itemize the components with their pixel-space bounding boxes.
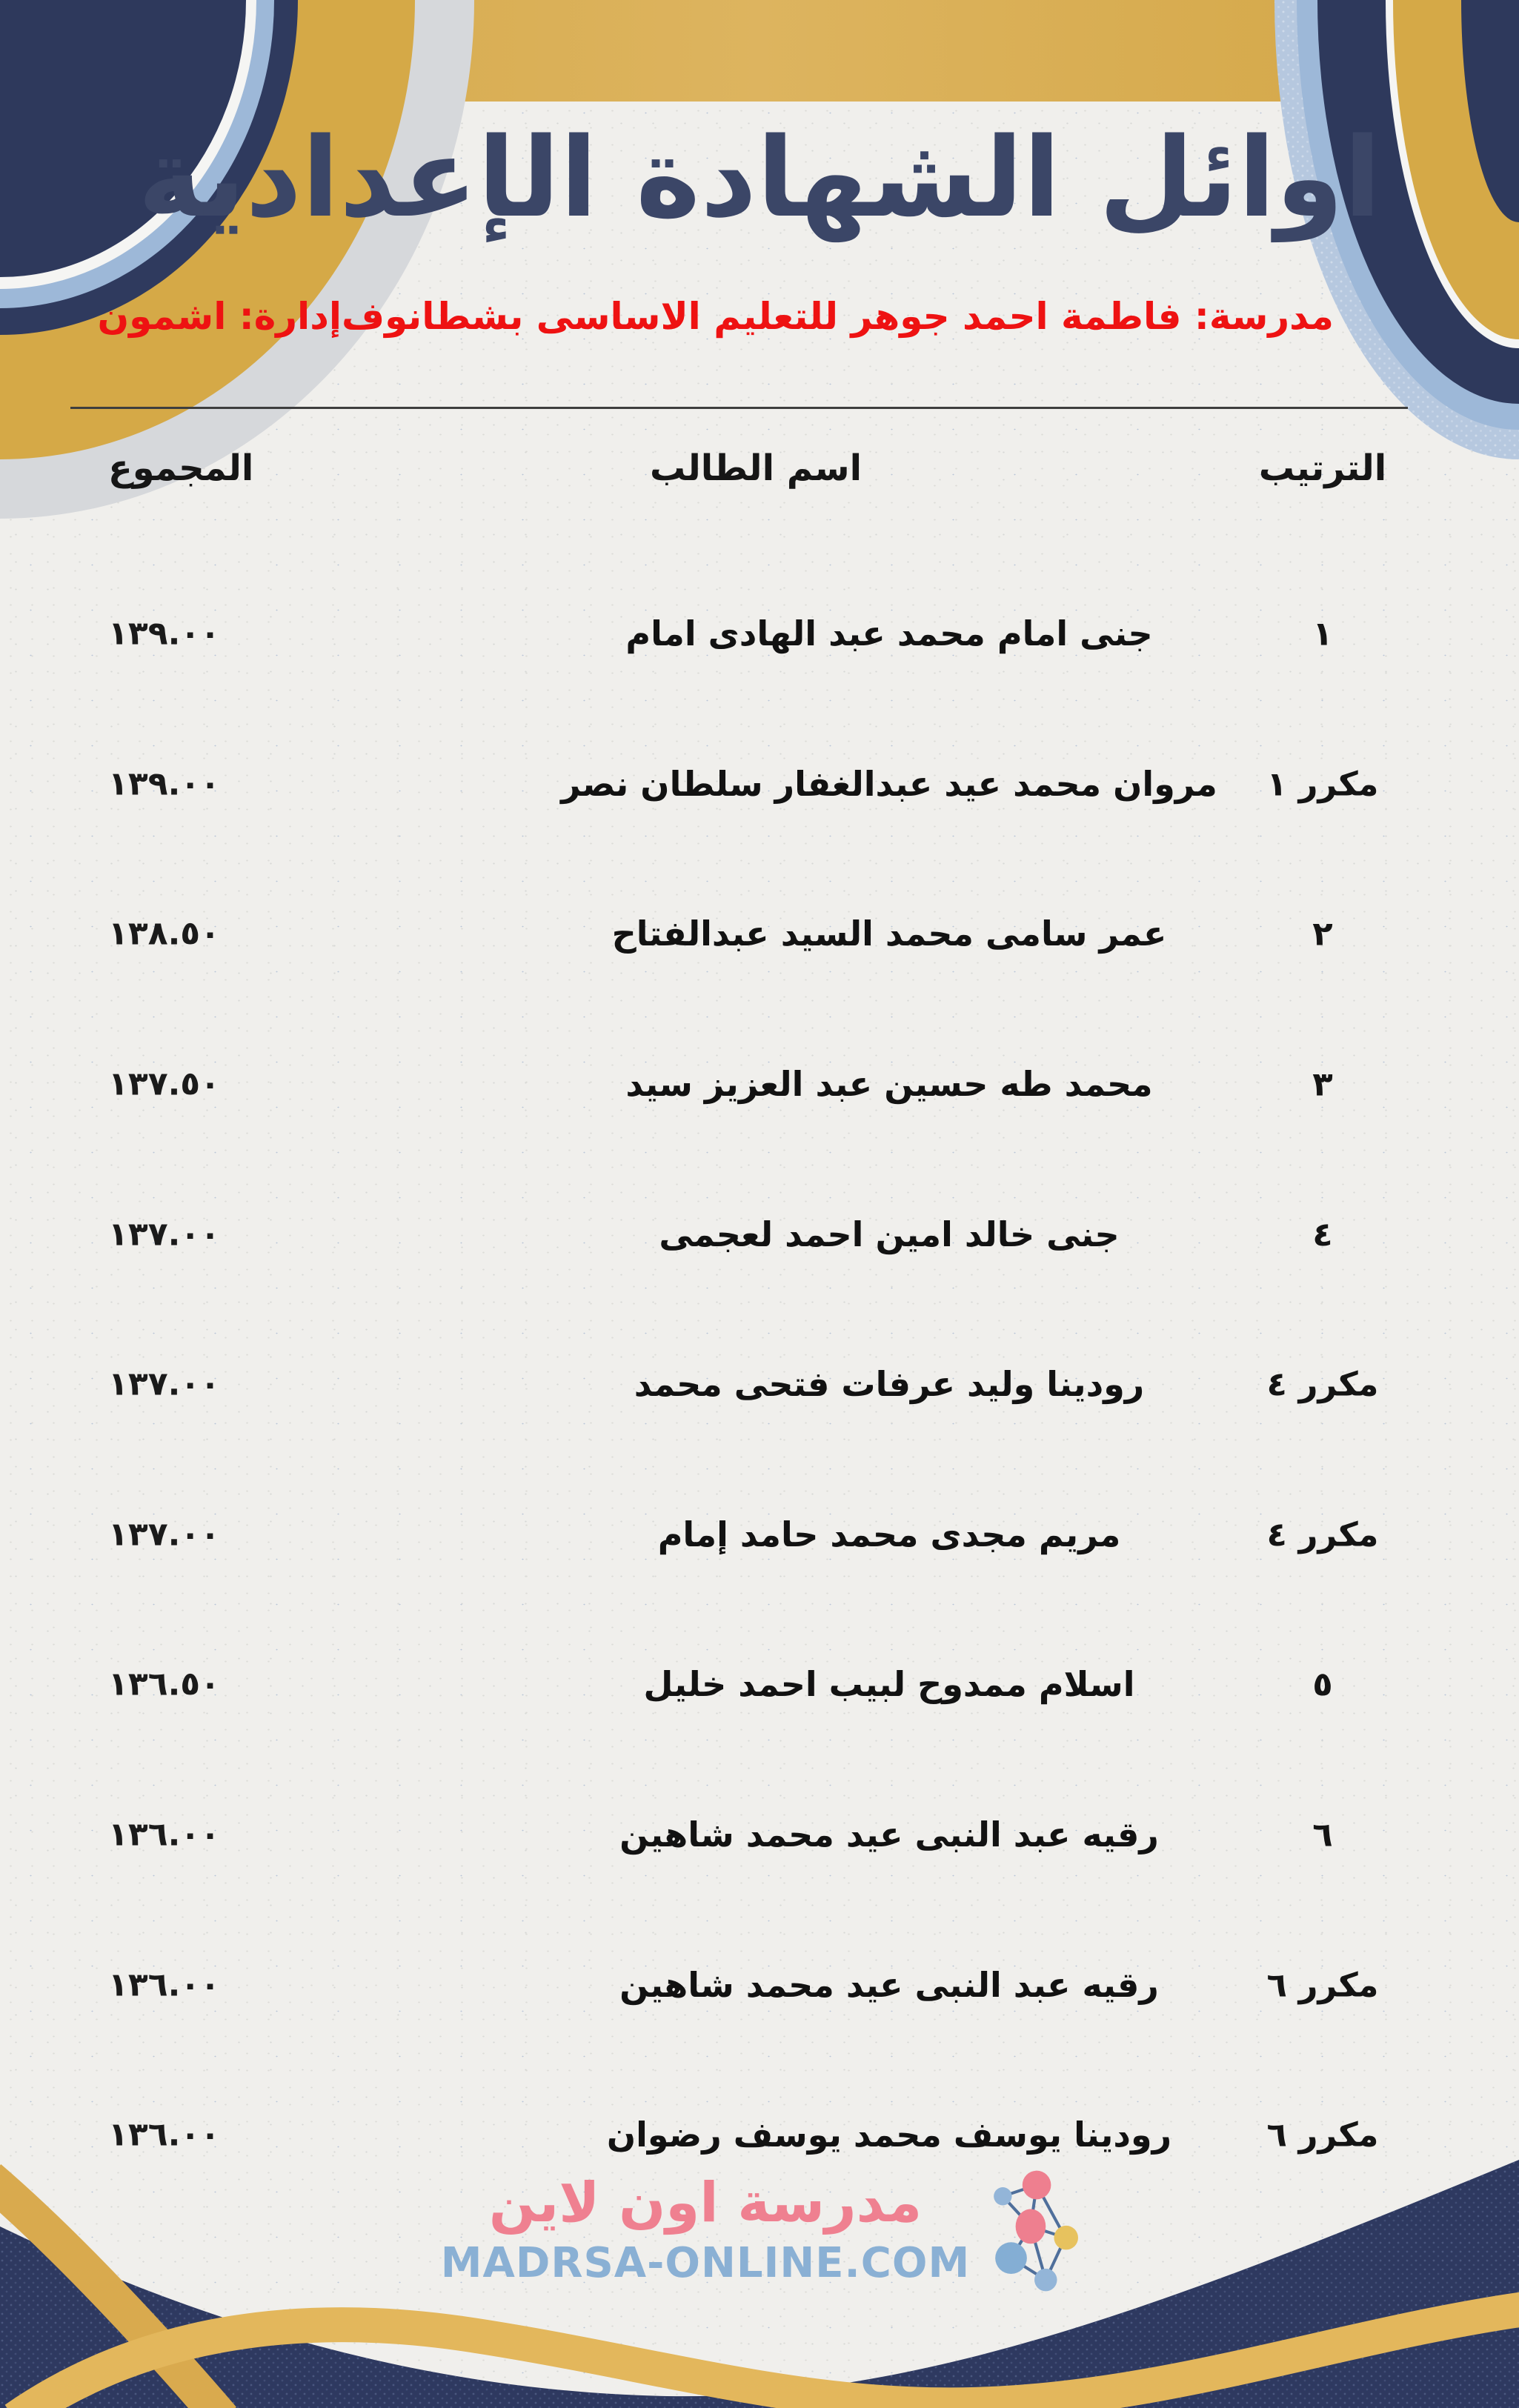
district-name: إدارة: اشمون xyxy=(97,295,342,338)
table-row xyxy=(0,1159,1519,1309)
total-score-cell: ١٣٧.٠٠ xyxy=(108,1215,220,1254)
table-row xyxy=(0,1609,1519,1760)
column-header-total: المجموع xyxy=(108,448,254,489)
table-header-row xyxy=(0,442,1519,495)
table-row xyxy=(0,1760,1519,1910)
header-divider xyxy=(70,407,1408,409)
table-row xyxy=(0,1009,1519,1160)
student-name-cell: رودينا وليد عرفات فتحى محمد xyxy=(634,1364,1145,1405)
watermark-logo xyxy=(0,2165,1519,2295)
total-score-cell: ١٣٨.٥٠ xyxy=(108,914,220,953)
school-name: مدرسة: فاطمة احمد جوهر للتعليم الاساسى بشطانوف xyxy=(342,295,1334,338)
students-list xyxy=(0,559,1519,2210)
rank-cell: مكرر ٤ xyxy=(1266,1514,1379,1554)
table-row xyxy=(0,559,1519,709)
rank-cell: ٥ xyxy=(1312,1664,1333,1704)
total-score-cell: ١٣٧.٠٠ xyxy=(108,1365,220,1403)
student-name-cell: عمر سامى محمد السيد عبدالفتاح xyxy=(611,914,1167,954)
rank-cell: مكرر ١ xyxy=(1266,764,1379,804)
rank-cell: ٦ xyxy=(1312,1815,1333,1855)
rank-cell: ٢ xyxy=(1312,914,1333,954)
table-row xyxy=(0,1309,1519,1460)
student-name-cell: محمد طه حسين عبد العزيز سيد xyxy=(625,1064,1153,1105)
total-score-cell: ١٣٦.٠٠ xyxy=(108,2115,220,2154)
total-score-cell: ١٣٧.٠٠ xyxy=(108,1515,220,1554)
student-name-cell: مريم مجدى محمد حامد إمام xyxy=(657,1514,1121,1554)
page-title: اوائل الشهادة الإعدادية xyxy=(137,114,1382,242)
logo-arabic-text: مدرسة اون لاين xyxy=(488,2170,923,2235)
rank-cell: ٤ xyxy=(1312,1214,1333,1254)
column-header-name: اسم الطالب xyxy=(649,448,862,489)
student-name-cell: اسلام ممدوح لبيب احمد خليل xyxy=(643,1664,1135,1705)
table-row xyxy=(0,709,1519,859)
student-name-cell: رودينا يوسف محمد يوسف رضوان xyxy=(606,2115,1172,2155)
logo-url-text: MADRSA-ONLINE.COM xyxy=(440,2239,971,2288)
school-info-line xyxy=(97,295,1334,338)
total-score-cell: ١٣٩.٠٠ xyxy=(108,765,220,803)
student-name-cell: جنى خالد امين احمد لعجمى xyxy=(659,1214,1120,1254)
student-name-cell: مروان محمد عيد عبدالغفار سلطان نصر xyxy=(561,763,1217,804)
table-row xyxy=(0,1909,1519,2060)
total-score-cell: ١٣٩.٠٠ xyxy=(108,614,220,653)
table-row xyxy=(0,1460,1519,1610)
student-name-cell: رقيه عبد النبى عيد محمد شاهين xyxy=(619,1815,1159,1855)
student-name-cell: رقيه عبد النبى عيد محمد شاهين xyxy=(619,1964,1159,2005)
student-name-cell: جنى امام محمد عبد الهادى امام xyxy=(625,613,1153,654)
total-score-cell: ١٣٧.٥٠ xyxy=(108,1065,220,1103)
rank-cell: مكرر ٦ xyxy=(1266,1965,1379,2005)
total-score-cell: ١٣٦.٠٠ xyxy=(108,1966,220,2004)
rank-cell: ١ xyxy=(1312,613,1333,653)
rank-cell: مكرر ٤ xyxy=(1266,1364,1379,1404)
column-header-rank: الترتيب xyxy=(1258,448,1387,489)
rank-cell: ٣ xyxy=(1312,1064,1333,1104)
rank-cell: مكرر ٦ xyxy=(1266,2115,1379,2155)
network-logo-icon xyxy=(988,2165,1078,2295)
table-row xyxy=(0,859,1519,1009)
total-score-cell: ١٣٦.٠٠ xyxy=(108,1815,220,1854)
total-score-cell: ١٣٦.٥٠ xyxy=(108,1665,220,1703)
